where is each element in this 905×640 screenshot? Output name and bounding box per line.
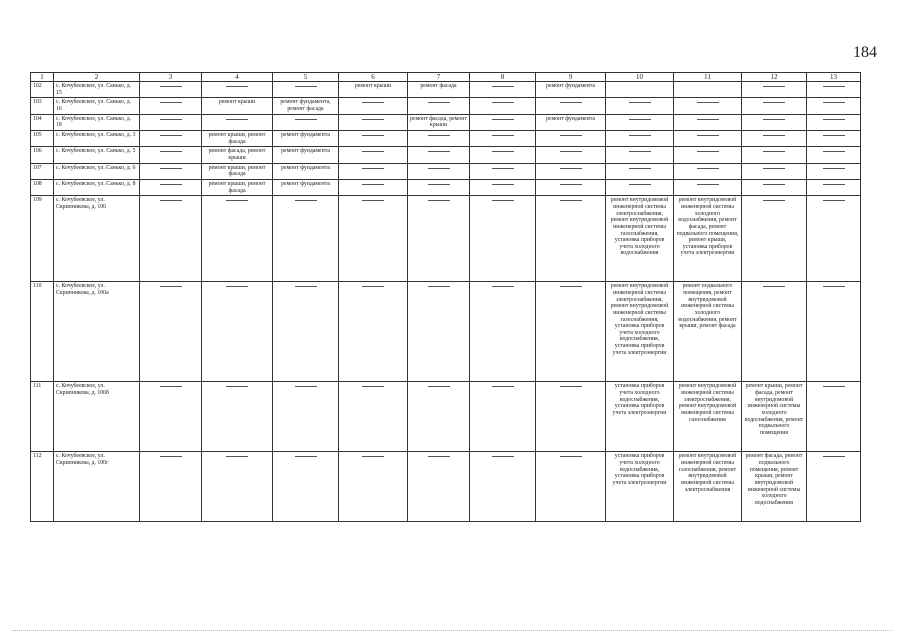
dash-mark bbox=[629, 135, 651, 136]
empty-cell bbox=[273, 382, 339, 452]
dash-mark bbox=[160, 102, 182, 103]
dash-mark bbox=[428, 200, 450, 201]
column-number: 1 bbox=[31, 73, 54, 82]
dash-mark bbox=[295, 386, 317, 387]
work-cell: ремонт крыши, ремонт фасада bbox=[202, 179, 273, 195]
dash-mark bbox=[160, 286, 182, 287]
empty-cell bbox=[470, 382, 536, 452]
dash-mark bbox=[295, 286, 317, 287]
dash-mark bbox=[629, 102, 651, 103]
table-row bbox=[31, 452, 861, 522]
dash-mark bbox=[492, 135, 514, 136]
empty-cell bbox=[408, 382, 470, 452]
work-cell: ремонт фасада bbox=[408, 82, 470, 98]
dash-mark bbox=[492, 86, 514, 87]
dash-mark bbox=[160, 135, 182, 136]
row-number: 110 bbox=[31, 282, 54, 382]
column-number: 2 bbox=[54, 73, 140, 82]
row-number: 103 bbox=[31, 98, 54, 114]
page-number: 184 bbox=[853, 44, 877, 61]
dash-mark bbox=[763, 119, 785, 120]
table-row bbox=[31, 282, 861, 382]
dash-mark bbox=[362, 200, 384, 201]
work-cell: установка приборов учета холодного водоснабжения, установка приборов учета электроэнергии bbox=[606, 452, 674, 522]
empty-cell bbox=[807, 114, 861, 130]
dash-mark bbox=[823, 286, 845, 287]
empty-cell bbox=[273, 452, 339, 522]
empty-cell bbox=[807, 130, 861, 146]
table-row bbox=[31, 114, 861, 130]
dash-mark bbox=[428, 386, 450, 387]
empty-cell bbox=[807, 196, 861, 282]
empty-cell bbox=[339, 114, 408, 130]
dash-mark bbox=[428, 456, 450, 457]
work-cell: ремонт крыши bbox=[202, 98, 273, 114]
address-cell: с. Кочубеевское, ул. Скрипникова, д. 100 bbox=[54, 196, 140, 282]
dash-mark bbox=[823, 184, 845, 185]
empty-cell bbox=[807, 452, 861, 522]
dash-mark bbox=[697, 119, 719, 120]
empty-cell bbox=[742, 130, 807, 146]
work-cell: ремонт фундамента bbox=[536, 114, 606, 130]
dash-mark bbox=[560, 102, 582, 103]
dash-mark bbox=[160, 119, 182, 120]
empty-cell bbox=[408, 130, 470, 146]
dash-mark bbox=[560, 456, 582, 457]
dash-mark bbox=[629, 184, 651, 185]
table-row bbox=[31, 147, 861, 163]
dash-mark bbox=[560, 184, 582, 185]
empty-cell bbox=[140, 114, 202, 130]
empty-cell bbox=[606, 98, 674, 114]
dash-mark bbox=[629, 119, 651, 120]
dash-mark bbox=[362, 119, 384, 120]
empty-cell bbox=[674, 163, 742, 179]
empty-cell bbox=[807, 82, 861, 98]
empty-cell bbox=[140, 196, 202, 282]
dash-mark bbox=[492, 386, 514, 387]
empty-cell bbox=[807, 98, 861, 114]
dash-mark bbox=[362, 102, 384, 103]
dash-mark bbox=[362, 386, 384, 387]
empty-cell bbox=[470, 130, 536, 146]
empty-cell bbox=[807, 163, 861, 179]
dash-mark bbox=[362, 168, 384, 169]
column-number: 6 bbox=[339, 73, 408, 82]
empty-cell bbox=[339, 452, 408, 522]
address-cell: с. Кочубеевское, ул. Санько, д. 15 bbox=[54, 82, 140, 98]
dash-mark bbox=[428, 286, 450, 287]
empty-cell bbox=[606, 147, 674, 163]
empty-cell bbox=[536, 98, 606, 114]
dash-mark bbox=[560, 200, 582, 201]
row-number: 111 bbox=[31, 382, 54, 452]
dash-mark bbox=[823, 86, 845, 87]
dash-mark bbox=[823, 168, 845, 169]
dash-mark bbox=[763, 286, 785, 287]
empty-cell bbox=[408, 147, 470, 163]
row-number: 104 bbox=[31, 114, 54, 130]
column-number-row bbox=[31, 73, 861, 82]
table-row bbox=[31, 382, 861, 452]
empty-cell bbox=[470, 98, 536, 114]
dash-mark bbox=[823, 135, 845, 136]
work-cell: ремонт фасада, ремонт подвального помещения, ремонт крыши, ремонт внутридомовой инженерной системы холодного водоснабжения bbox=[742, 452, 807, 522]
empty-cell bbox=[140, 147, 202, 163]
work-cell: ремонт крыши bbox=[339, 82, 408, 98]
dash-mark bbox=[823, 151, 845, 152]
table-body bbox=[31, 73, 861, 522]
table-row bbox=[31, 179, 861, 195]
column-number: 8 bbox=[470, 73, 536, 82]
empty-cell bbox=[408, 196, 470, 282]
dash-mark bbox=[362, 456, 384, 457]
empty-cell bbox=[674, 147, 742, 163]
empty-cell bbox=[470, 163, 536, 179]
column-number: 7 bbox=[408, 73, 470, 82]
empty-cell bbox=[140, 452, 202, 522]
address-cell: с. Кочубеевское, ул. Санько, д. 6 bbox=[54, 163, 140, 179]
empty-cell bbox=[536, 130, 606, 146]
dash-mark bbox=[295, 119, 317, 120]
empty-cell bbox=[273, 196, 339, 282]
work-cell: ремонт фундамента bbox=[273, 179, 339, 195]
dash-mark bbox=[560, 386, 582, 387]
empty-cell bbox=[202, 452, 273, 522]
dash-mark bbox=[492, 168, 514, 169]
empty-cell bbox=[470, 179, 536, 195]
empty-cell bbox=[273, 114, 339, 130]
empty-cell bbox=[674, 130, 742, 146]
dash-mark bbox=[428, 184, 450, 185]
empty-cell bbox=[408, 98, 470, 114]
address-cell: с. Кочубеевское, ул. Санько, д. 18 bbox=[54, 114, 140, 130]
empty-cell bbox=[408, 452, 470, 522]
empty-cell bbox=[140, 179, 202, 195]
table-row bbox=[31, 196, 861, 282]
empty-cell bbox=[606, 114, 674, 130]
empty-cell bbox=[674, 82, 742, 98]
table-row bbox=[31, 130, 861, 146]
work-cell: ремонт внутридомовой инженерной системы электроснабжения, ремонт внутридомовой инженерной системы газоснабжения, установка приборов учета холодного водоснабжения bbox=[606, 196, 674, 282]
column-number: 13 bbox=[807, 73, 861, 82]
dash-mark bbox=[763, 184, 785, 185]
empty-cell bbox=[202, 82, 273, 98]
empty-cell bbox=[536, 179, 606, 195]
empty-cell bbox=[606, 179, 674, 195]
table-row bbox=[31, 98, 861, 114]
dash-mark bbox=[362, 184, 384, 185]
dash-mark bbox=[763, 86, 785, 87]
work-cell: ремонт фундамента, ремонт фасада bbox=[273, 98, 339, 114]
empty-cell bbox=[742, 147, 807, 163]
work-cell: ремонт подвального помещения, ремонт внутридомовой инженерной системы холодного водоснабжения, ремонт крыши, ремонт фасада bbox=[674, 282, 742, 382]
dash-mark bbox=[362, 286, 384, 287]
dash-mark bbox=[492, 286, 514, 287]
work-cell: ремонт фундамента bbox=[273, 130, 339, 146]
work-cell: ремонт фундамента bbox=[273, 147, 339, 163]
repair-schedule-table bbox=[30, 72, 861, 522]
empty-cell bbox=[273, 82, 339, 98]
dash-mark bbox=[428, 168, 450, 169]
work-cell: ремонт крыши, ремонт фасада, ремонт внутридомовой инженерной системы холодного водоснабжения, ремонт подвального помещения bbox=[742, 382, 807, 452]
work-cell: ремонт крыши, ремонт фасада bbox=[202, 130, 273, 146]
dash-mark bbox=[226, 200, 248, 201]
dash-mark bbox=[823, 456, 845, 457]
empty-cell bbox=[742, 114, 807, 130]
empty-cell bbox=[339, 130, 408, 146]
address-cell: с. Кочубеевское, ул. Скрипникова, д. 100г bbox=[54, 452, 140, 522]
column-number: 5 bbox=[273, 73, 339, 82]
empty-cell bbox=[140, 282, 202, 382]
address-cell: с. Кочубеевское, ул. Санько, д. 8 bbox=[54, 179, 140, 195]
dash-mark bbox=[560, 286, 582, 287]
dash-mark bbox=[428, 102, 450, 103]
row-number: 112 bbox=[31, 452, 54, 522]
row-number: 108 bbox=[31, 179, 54, 195]
dash-mark bbox=[295, 86, 317, 87]
empty-cell bbox=[606, 130, 674, 146]
column-number: 10 bbox=[606, 73, 674, 82]
empty-cell bbox=[742, 179, 807, 195]
dash-mark bbox=[492, 119, 514, 120]
empty-cell bbox=[339, 196, 408, 282]
dash-mark bbox=[295, 456, 317, 457]
address-cell: с. Кочубеевское, ул. Санько, д. 16 bbox=[54, 98, 140, 114]
dash-mark bbox=[629, 151, 651, 152]
empty-cell bbox=[470, 82, 536, 98]
empty-cell bbox=[202, 382, 273, 452]
empty-cell bbox=[606, 163, 674, 179]
dash-mark bbox=[226, 119, 248, 120]
empty-cell bbox=[140, 98, 202, 114]
table-row bbox=[31, 82, 861, 98]
empty-cell bbox=[470, 282, 536, 382]
row-number: 102 bbox=[31, 82, 54, 98]
empty-cell bbox=[536, 282, 606, 382]
dash-mark bbox=[823, 200, 845, 201]
empty-cell bbox=[536, 196, 606, 282]
empty-cell bbox=[339, 282, 408, 382]
empty-cell bbox=[470, 147, 536, 163]
dash-mark bbox=[226, 386, 248, 387]
empty-cell bbox=[536, 147, 606, 163]
empty-cell bbox=[807, 382, 861, 452]
address-cell: с. Кочубеевское, ул. Санько, д. 5 bbox=[54, 147, 140, 163]
dash-mark bbox=[160, 386, 182, 387]
dash-mark bbox=[697, 102, 719, 103]
scan-noise-line bbox=[12, 630, 892, 631]
dash-mark bbox=[823, 386, 845, 387]
work-cell: ремонт внутридомовой инженерной системы электроснабжения, ремонт внутридомовой инженерной системы газоснабжения, установка приборов учета холодного водоснабжения, установка приборов учета электроэнергии bbox=[606, 282, 674, 382]
dash-mark bbox=[428, 135, 450, 136]
dash-mark bbox=[763, 200, 785, 201]
work-cell: ремонт фундамента bbox=[273, 163, 339, 179]
empty-cell bbox=[674, 114, 742, 130]
work-cell: установка приборов учета холодного водоснабжения, установка приборов учета электроэнергии bbox=[606, 382, 674, 452]
empty-cell bbox=[140, 163, 202, 179]
empty-cell bbox=[807, 147, 861, 163]
dash-mark bbox=[763, 135, 785, 136]
dash-mark bbox=[160, 184, 182, 185]
empty-cell bbox=[606, 82, 674, 98]
empty-cell bbox=[807, 179, 861, 195]
dash-mark bbox=[560, 151, 582, 152]
dash-mark bbox=[160, 200, 182, 201]
empty-cell bbox=[408, 179, 470, 195]
empty-cell bbox=[339, 147, 408, 163]
empty-cell bbox=[202, 114, 273, 130]
dash-mark bbox=[629, 168, 651, 169]
dash-mark bbox=[763, 151, 785, 152]
row-number: 109 bbox=[31, 196, 54, 282]
empty-cell bbox=[202, 282, 273, 382]
dash-mark bbox=[160, 168, 182, 169]
empty-cell bbox=[742, 98, 807, 114]
address-cell: с. Кочубеевское, ул. Санько, д. 3 bbox=[54, 130, 140, 146]
dash-mark bbox=[492, 151, 514, 152]
column-number: 12 bbox=[742, 73, 807, 82]
work-cell: ремонт внутридомовой инженерной системы газоснабжения, ремонт внутридомовой инженерной системы электроснабжения bbox=[674, 452, 742, 522]
empty-cell bbox=[536, 382, 606, 452]
table-row bbox=[31, 163, 861, 179]
dash-mark bbox=[560, 168, 582, 169]
empty-cell bbox=[742, 282, 807, 382]
row-number: 105 bbox=[31, 130, 54, 146]
empty-cell bbox=[470, 114, 536, 130]
work-cell: ремонт фасада, ремонт крыши bbox=[202, 147, 273, 163]
dash-mark bbox=[226, 86, 248, 87]
empty-cell bbox=[408, 282, 470, 382]
work-cell: ремонт фундамента bbox=[536, 82, 606, 98]
dash-mark bbox=[492, 456, 514, 457]
empty-cell bbox=[470, 452, 536, 522]
empty-cell bbox=[339, 382, 408, 452]
row-number: 106 bbox=[31, 147, 54, 163]
dash-mark bbox=[823, 119, 845, 120]
column-number: 11 bbox=[674, 73, 742, 82]
dash-mark bbox=[362, 135, 384, 136]
dash-mark bbox=[160, 456, 182, 457]
empty-cell bbox=[742, 163, 807, 179]
empty-cell bbox=[202, 196, 273, 282]
work-cell: ремонт крыши, ремонт фасада bbox=[202, 163, 273, 179]
dash-mark bbox=[160, 86, 182, 87]
dash-mark bbox=[763, 102, 785, 103]
column-number: 4 bbox=[202, 73, 273, 82]
empty-cell bbox=[339, 98, 408, 114]
empty-cell bbox=[536, 452, 606, 522]
empty-cell bbox=[273, 282, 339, 382]
dash-mark bbox=[697, 168, 719, 169]
dash-mark bbox=[160, 151, 182, 152]
work-cell: ремонт внутридомовой инженерной системы электроснабжения, ремонт внутридомовой инженерной системы газоснабжения bbox=[674, 382, 742, 452]
empty-cell bbox=[674, 98, 742, 114]
dash-mark bbox=[697, 135, 719, 136]
dash-mark bbox=[492, 200, 514, 201]
work-cell: ремонт внутридомовой инженерной системы холодного водоснабжения, ремонт фасада, ремонт подвального помещения, ремонт крыши, установка приборов учета электроэнергии bbox=[674, 196, 742, 282]
dash-mark bbox=[428, 151, 450, 152]
dash-mark bbox=[226, 456, 248, 457]
empty-cell bbox=[807, 282, 861, 382]
dash-mark bbox=[763, 168, 785, 169]
column-number: 3 bbox=[140, 73, 202, 82]
empty-cell bbox=[470, 196, 536, 282]
empty-cell bbox=[339, 163, 408, 179]
dash-mark bbox=[823, 102, 845, 103]
work-cell: ремонт фасада, ремонт крыши bbox=[408, 114, 470, 130]
dash-mark bbox=[492, 184, 514, 185]
empty-cell bbox=[742, 196, 807, 282]
dash-mark bbox=[697, 151, 719, 152]
column-number: 9 bbox=[536, 73, 606, 82]
dash-mark bbox=[697, 184, 719, 185]
dash-mark bbox=[226, 286, 248, 287]
empty-cell bbox=[140, 130, 202, 146]
empty-cell bbox=[140, 82, 202, 98]
address-cell: с. Кочубеевское, ул. Скрипникова, д. 100б bbox=[54, 382, 140, 452]
empty-cell bbox=[140, 382, 202, 452]
dash-mark bbox=[492, 102, 514, 103]
empty-cell bbox=[408, 163, 470, 179]
address-cell: с. Кочубеевское, ул. Скрипникова, д. 100а bbox=[54, 282, 140, 382]
empty-cell bbox=[742, 82, 807, 98]
empty-cell bbox=[674, 179, 742, 195]
dash-mark bbox=[295, 200, 317, 201]
dash-mark bbox=[560, 135, 582, 136]
dash-mark bbox=[362, 151, 384, 152]
empty-cell bbox=[536, 163, 606, 179]
empty-cell bbox=[339, 179, 408, 195]
row-number: 107 bbox=[31, 163, 54, 179]
